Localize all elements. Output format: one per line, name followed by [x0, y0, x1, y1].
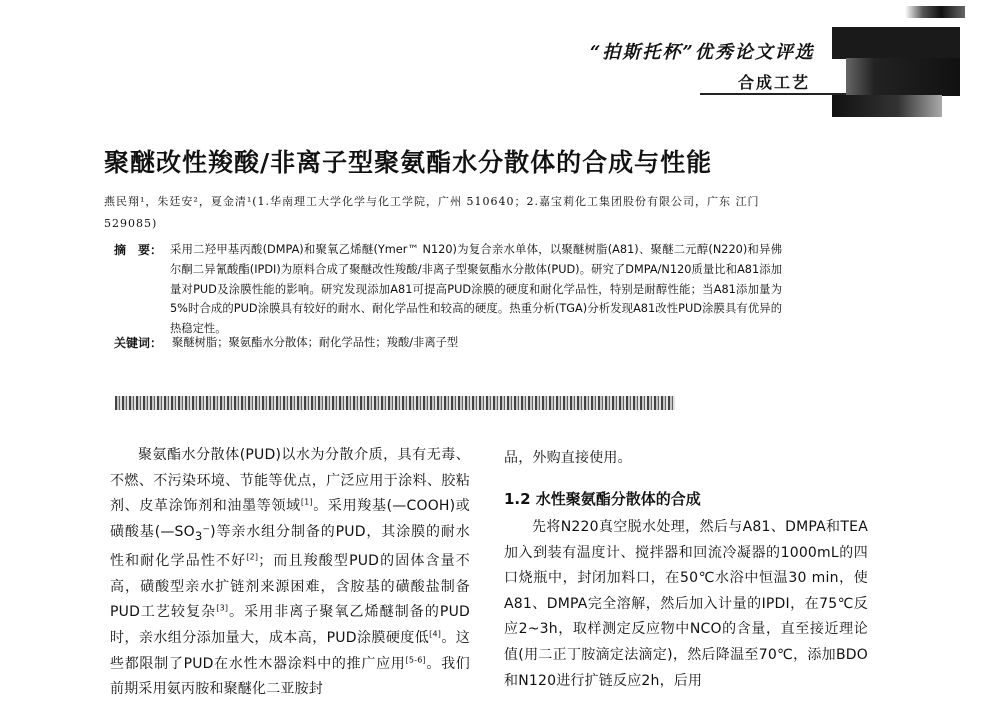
keywords-text: 聚醚树脂；聚氨酯水分散体；耐化学品性；羧酸/非离子型: [172, 336, 459, 349]
body-right-top: 品，外购直接使用。: [504, 450, 632, 466]
body-left-column: [110, 443, 470, 698]
decorative-block: [832, 27, 960, 59]
decorative-block: [846, 58, 960, 96]
decorative-block: [905, 6, 965, 18]
authors-affiliations: 燕民翔¹，朱廷安²，夏金清¹(1.华南理工大学化学与化工学院，广州 510640；2.嘉宝莉化工集团股份有限公司，广东 江门 529085): [104, 195, 760, 230]
body-text: ⁻)等亲水组分制备的PUD，其涂膜的耐水性和耐化学品性不好: [110, 523, 470, 570]
body-text: 。采用非离子聚氧乙烯醚制备的PUD时，亲水组分添加量大，成本高，PUD涂膜硬度低: [110, 604, 470, 646]
citation: [4]: [429, 629, 442, 639]
paper-title: 聚醚改性羧酸/非离子型聚氨酯水分散体的合成与性能: [104, 148, 713, 177]
section-header: 合成工艺: [738, 73, 811, 92]
keywords-label: 关键词：: [114, 336, 163, 350]
section-divider: [115, 396, 675, 410]
journal-series-header: “拍斯托杯”优秀论文评选: [590, 42, 815, 63]
citation: [5-6]: [405, 654, 426, 664]
abstract-text: 采用二羟甲基丙酸(DMPA)和聚氧乙烯醚(Ymer™ N120)为复合亲水单体，以聚醚树脂(A81)、聚醚二元醇(N220)和异佛尔酮二异氰酸酯(IPDI)为原料合成了聚醚改性羧酸/非离子型聚氨酯水分散体(PUD)。研究了DMPA/N120质量比和A81添加量对PUD及涂膜性能的影响。研究发现添加A81可提高PUD涂膜的硬度和耐化学品性，特别是耐醇性能；当A81添加量为5%时合成的PUD涂膜具有较好的耐水、耐化学品性和较高的硬度。热重分析(TGA)分析发现A81改性PUD涂膜具有优异的热稳定性。: [170, 243, 782, 336]
body-text: ；而且羧酸型PUD的固体含量不高，磺酸型亲水扩链剂来源困难，含胺基的磺酸盐制备PUD工艺较复杂: [110, 553, 470, 621]
body-text: 聚氨酯水分散体(PUD)以水为分散介质，具有无毒、不燃、不污染环境、节能等优点，广泛应用于涂料、胶粘剂、皮革涂饰剂和油墨等领域: [110, 447, 470, 515]
body-text: 。这些都限制了PUD在水性木器涂料中的推广应用: [110, 629, 470, 672]
body-text: 。我们前期采用氨丙胺和聚醚化二亚胺封: [110, 655, 470, 698]
abstract-label: 摘 要：: [114, 243, 163, 257]
section-heading: 1.2 水性聚氨酯分散体的合成: [504, 490, 701, 508]
body-right-column: 先将N220真空脱水处理，然后与A81、DMPA和TEA加入到装有温度计、搅拌器和回流冷凝器的1000mL的四口烧瓶中，封闭加料口，在50℃水浴中恒温30 min，使A81、DMPA完全溶解，然后加入计量的IPDI，在75℃反应2~3h，取样测定反应物中NCO的含量，直至接近理论值(用二正丁胺滴定法滴定)，然后降温至70℃，添加BDO和N120进行扩链反应2h，后用: [504, 519, 868, 689]
citation: [2]: [246, 552, 259, 562]
citation: [1]: [300, 497, 313, 507]
citation: [3]: [216, 603, 229, 613]
decorative-block: [832, 95, 942, 117]
body-text: 。采用羧基(—COOH)或磺酸基(—SO: [110, 498, 470, 540]
subscript: 3: [194, 528, 203, 543]
